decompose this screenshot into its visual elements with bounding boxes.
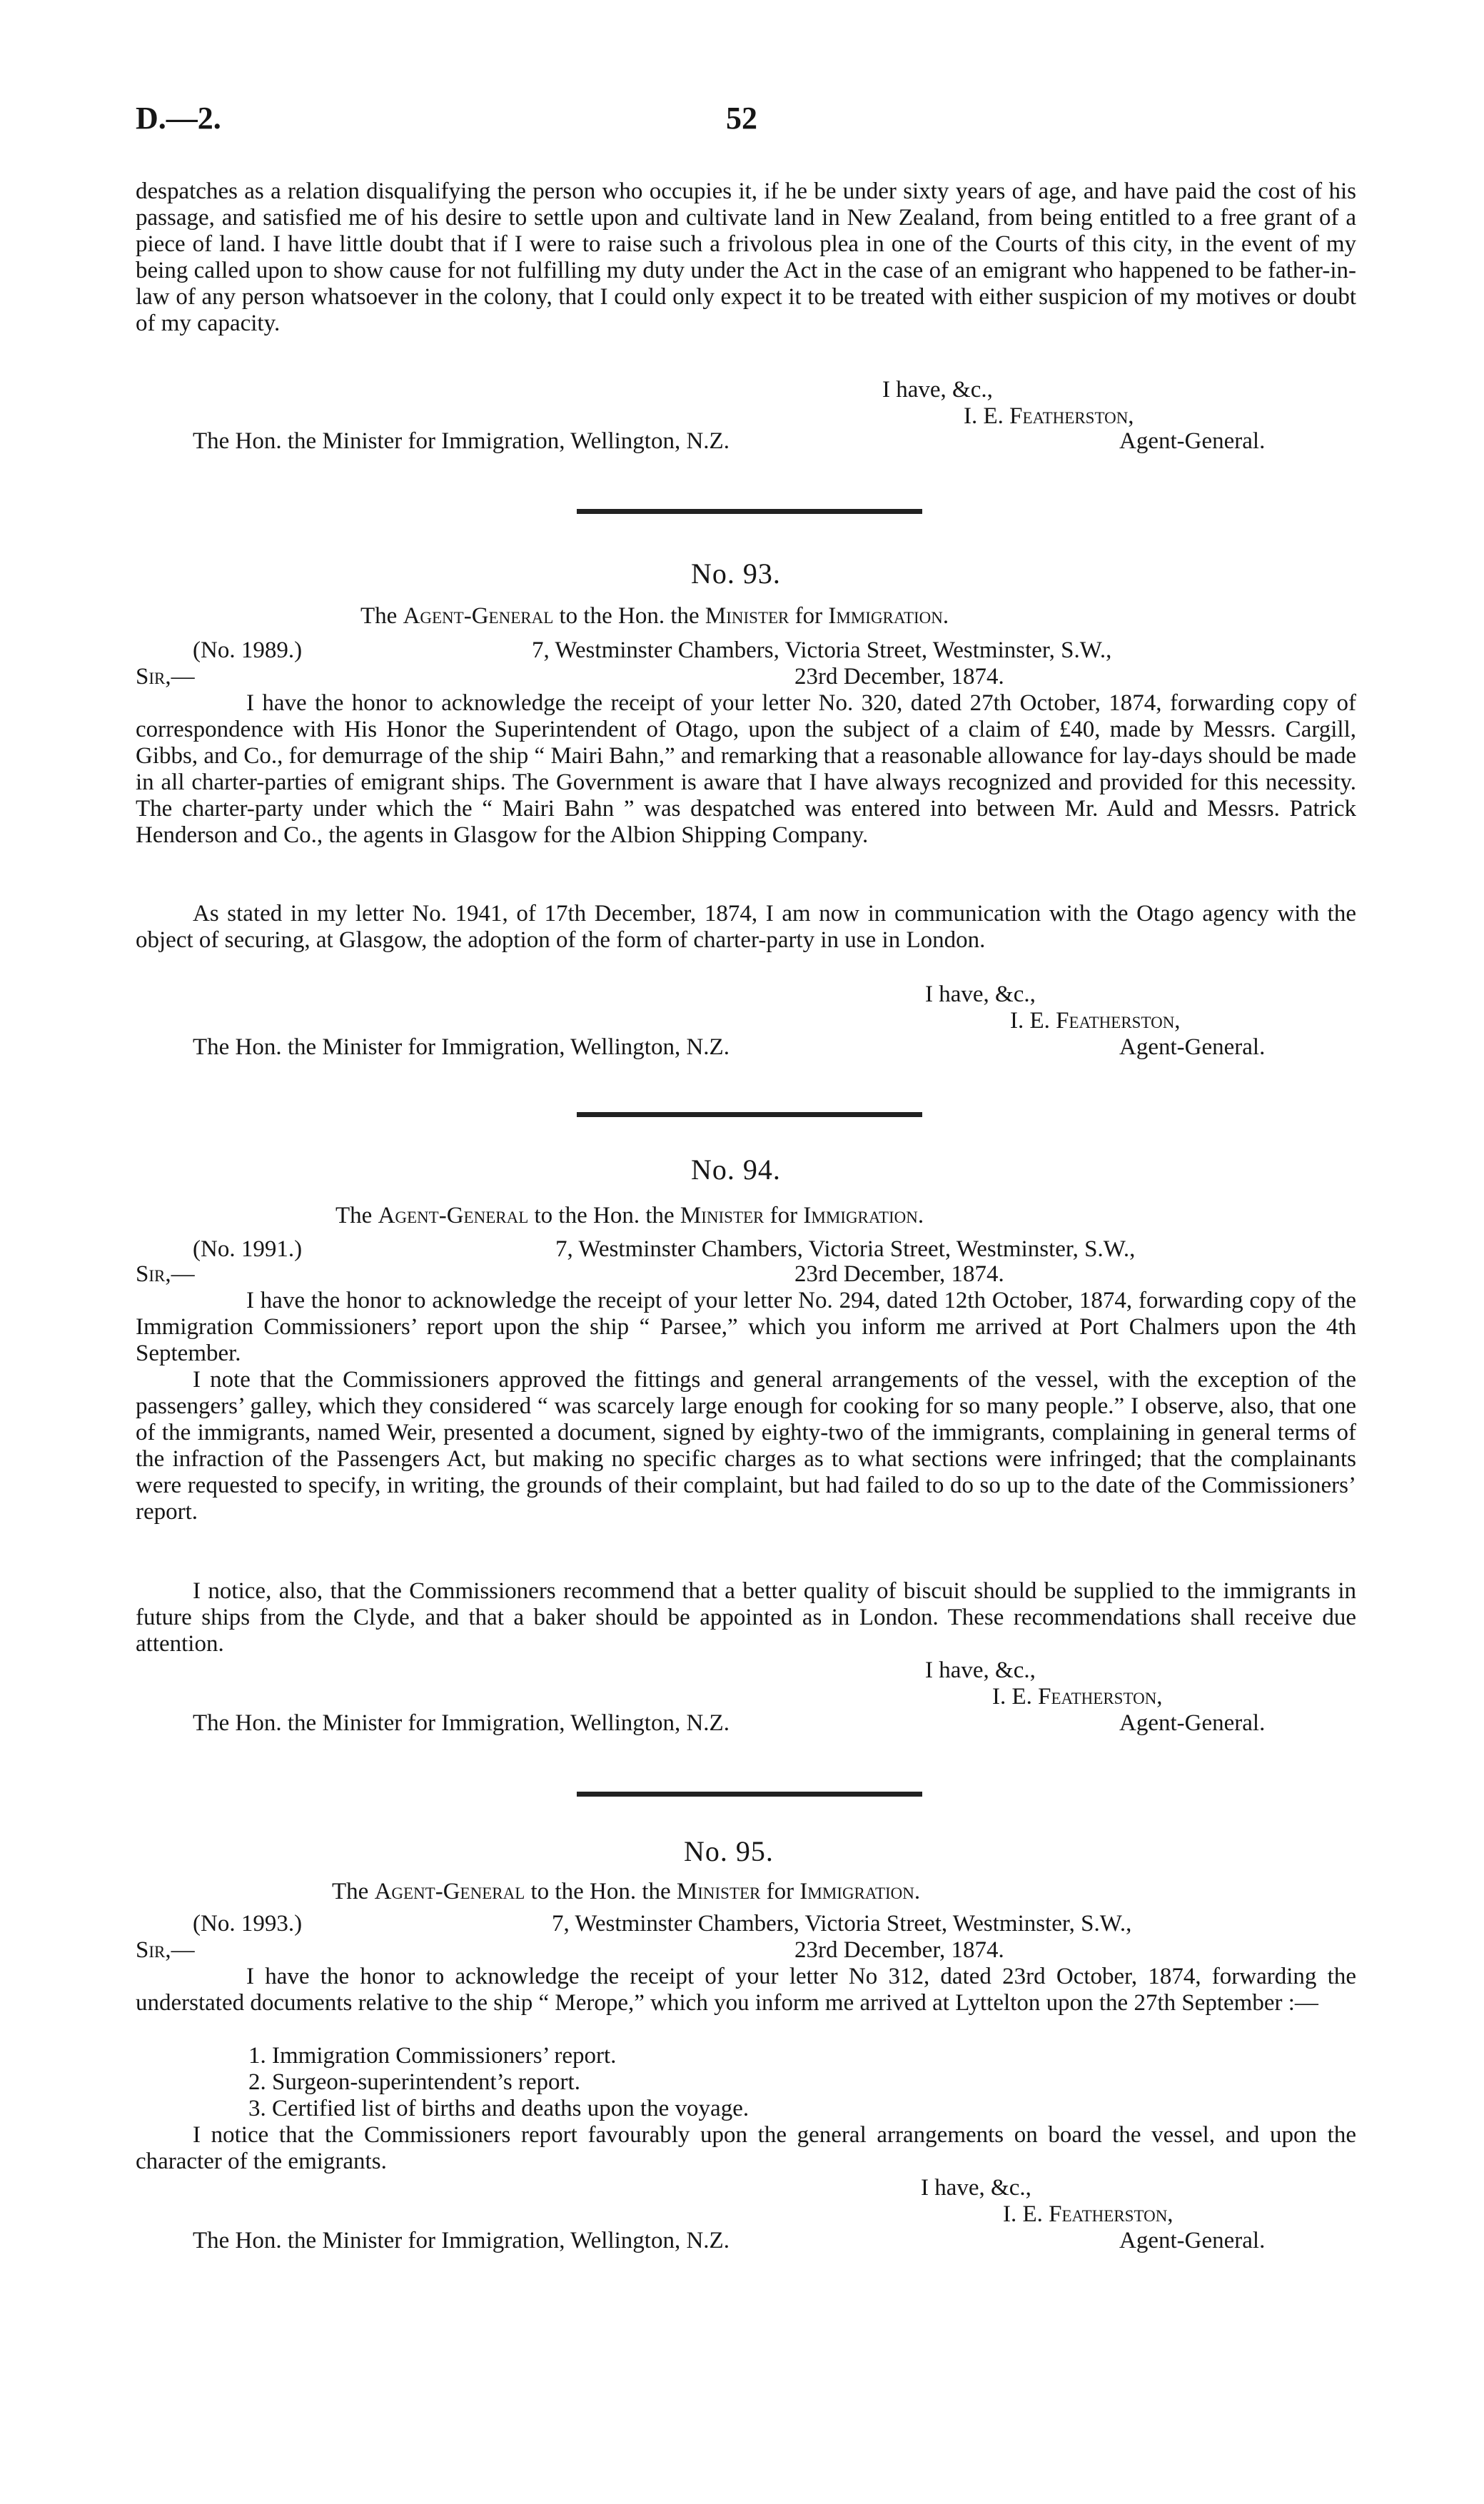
list-item: 3. Certified list of births and deaths upon the voyage.: [248, 2096, 749, 2121]
page-number: 52: [726, 101, 757, 136]
letter-reference: (No. 1991.): [193, 1236, 303, 1262]
salutation: Sir,—: [136, 1937, 195, 1963]
list-item: 2. Surgeon-superintendent’s report.: [248, 2069, 580, 2095]
letter-paragraph: I note that the Commissioners approved the fittings and general arrangements of the vessel, with the exception of the passengers’ galley, which they considered “ was scarcely large enough for cooking for so many people.” I observe, also, that one of the immigrants, named Weir, presented a document, signed by eighty-two of the immigrants, complaining in general terms of the infraction of the Passengers Act, but making no specific charges as to what sections were infringed; that the complainants were requested to specify, in writing, the grounds of their complaint, but had failed to do so up to the date of the Commissioners’ report.: [136, 1367, 1356, 1525]
signature-title: Agent-General.: [1119, 428, 1266, 454]
letter-address: 7, Westminster Chambers, Victoria Street, Westminster, S.W.,: [552, 1911, 1132, 1937]
letter-paragraph: I have the honor to acknowledge the receipt of your letter No. 320, dated 27th October, 1874, forwarding copy of correspondence with His Honor the Superintendent of Otago, upon the subject of a claim of £40, made by Messrs. Cargill, Gibbs, and Co., for demurrage of the ship “ Mairi Bahn,” and remarking that a reasonable allowance for lay-days should be made in all charter-parties of emigrant ships. The Government is aware that I have always recognized and provided for this necessity. The charter-party under which the “ Mairi Bahn ” was despatched was entered into between Mr. Auld and Messrs. Patrick Henderson and Co., the agents in Glasgow for the Albion Shipping Company.: [136, 690, 1356, 848]
addressee: The Hon. the Minister for Immigration, Wellington, N.Z.: [193, 1034, 730, 1060]
letter-paragraph: I have the honor to acknowledge the receipt of your letter No. 294, dated 12th October, 1874, forwarding copy of the Immigration Commissioners’ report upon the ship “ Parsee,” which you inform me arrived at Port Chalmers upon the 4th September.: [136, 1288, 1356, 1366]
signature: I. E. Featherston,: [964, 403, 1134, 429]
section-divider: [577, 1792, 922, 1797]
letter-date: 23rd December, 1874.: [794, 664, 1004, 690]
letter-reference: (No. 1989.): [193, 637, 303, 663]
salutation: Sir,—: [136, 1261, 195, 1287]
salutation: Sir,—: [136, 664, 195, 690]
addressee: The Hon. the Minister for Immigration, Wellington, N.Z.: [193, 428, 730, 454]
list-item: 1. Immigration Commissioners’ report.: [248, 2043, 617, 2069]
letter-date: 23rd December, 1874.: [794, 1261, 1004, 1287]
letter-paragraph: I notice that the Commissioners report favourably upon the general arrangements on board the vessel, and upon the character of the emigrants.: [136, 2122, 1356, 2174]
addressee: The Hon. the Minister for Immigration, Wellington, N.Z.: [193, 2228, 730, 2253]
letter-title-94: No. 94.: [691, 1153, 781, 1186]
addressee: The Hon. the Minister for Immigration, Wellington, N.Z.: [193, 1710, 730, 1736]
letter-heading-95: The Agent-General to the Hon. the Minister for Immigration.: [332, 1879, 921, 1904]
letter-paragraph: I have the honor to acknowledge the receipt of your letter No 312, dated 23rd October, 1874, forwarding the understated documents relative to the ship “ Merope,” which you inform me arrived at Lyttelton upon the 27th September :—: [136, 1964, 1356, 2016]
closing: I have, &c.,: [921, 2175, 1031, 2201]
letter-title-95: No. 95.: [684, 1835, 774, 1867]
letter-paragraph: As stated in my letter No. 1941, of 17th December, 1874, I am now in communication with the Otago agency with the object of securing, at Glasgow, the adoption of the form of charter-party in use in London.: [136, 901, 1356, 953]
signature: I. E. Featherston,: [1010, 1008, 1181, 1034]
letter-address: 7, Westminster Chambers, Victoria Street, Westminster, S.W.,: [555, 1236, 1136, 1262]
signature-title: Agent-General.: [1119, 2228, 1266, 2253]
letter-date: 23rd December, 1874.: [794, 1937, 1004, 1963]
continuation-paragraph: despatches as a relation disqualifying the person who occupies it, if he be under sixty years of age, and have paid the cost of his passage, and satisfied me of his desire to settle upon and cultivate land in New Zealand, from being entitled to a free grant of a piece of land. I have little doubt that if I were to raise such a frivolous plea in one of the Courts of this city, in the event of my being called upon to show cause for not fulfilling my duty under the Act in the case of an emigrant who happened to be father-in-law of any person whatsoever in the colony, that I could only expect it to be treated with either suspicion of my motives or doubt of my capacity.: [136, 178, 1356, 336]
letter-title-93: No. 93.: [691, 557, 781, 590]
signature: I. E. Featherston,: [1003, 2201, 1173, 2227]
closing: I have, &c.,: [925, 981, 1036, 1007]
signature-title: Agent-General.: [1119, 1710, 1266, 1736]
letter-paragraph: I notice, also, that the Commissioners recommend that a better quality of biscuit should be supplied to the immigrants in future ships from the Clyde, and that a baker should be appointed as in London. These recommendations shall receive due attention.: [136, 1578, 1356, 1657]
section-divider: [577, 509, 922, 514]
closing: I have, &c.,: [882, 377, 993, 403]
section-divider: [577, 1112, 922, 1117]
closing: I have, &c.,: [925, 1657, 1036, 1683]
letter-reference: (No. 1993.): [193, 1911, 303, 1937]
signature-title: Agent-General.: [1119, 1034, 1266, 1060]
document-code: D.—2.: [136, 101, 221, 136]
letter-heading-93: The Agent-General to the Hon. the Minister for Immigration.: [360, 603, 949, 629]
letter-address: 7, Westminster Chambers, Victoria Street, Westminster, S.W.,: [532, 637, 1112, 663]
letter-heading-94: The Agent-General to the Hon. the Minister for Immigration.: [335, 1203, 924, 1228]
signature: I. E. Featherston,: [992, 1684, 1163, 1710]
